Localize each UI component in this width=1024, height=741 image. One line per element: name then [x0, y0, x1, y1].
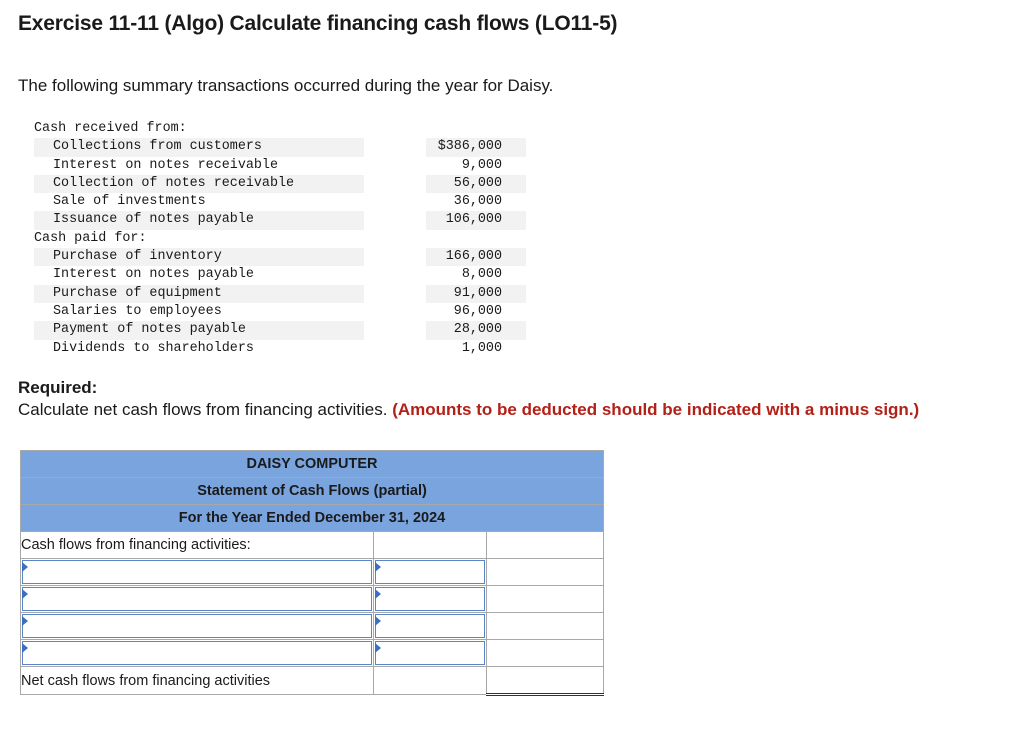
total-row — [21, 667, 604, 695]
transactions-list — [34, 120, 526, 358]
input-row — [21, 613, 604, 640]
header-row — [21, 505, 604, 532]
total-value — [487, 667, 604, 695]
received-header-row — [34, 120, 526, 138]
dropdown-marker-icon — [22, 589, 28, 599]
transaction-amount: 96,000 — [453, 303, 502, 319]
transaction-label: Interest on notes payable — [53, 267, 254, 283]
exercise-title: Exercise 11-11 (Algo) Calculate financing cash flows (LO11-5) — [18, 12, 618, 35]
section-label: Cash flows from financing activities: — [21, 532, 374, 559]
transaction-label: Sale of investments — [53, 194, 206, 210]
input-marker-icon — [375, 589, 381, 599]
transaction-label: Collection of notes receivable — [34, 175, 364, 193]
empty-cell — [487, 559, 604, 586]
input-marker-icon — [375, 562, 381, 572]
statement-name: Statement of Cash Flows (partial) — [21, 478, 604, 505]
transaction-row — [34, 157, 526, 175]
activity-amount-input[interactable] — [375, 614, 485, 638]
empty-cell — [374, 667, 487, 695]
header-row — [21, 478, 604, 505]
dropdown-marker-icon — [22, 562, 28, 572]
empty-cell — [487, 640, 604, 667]
transaction-row — [34, 138, 526, 156]
transaction-label: Collections from customers — [34, 138, 364, 156]
activity-label-input[interactable] — [22, 614, 372, 638]
transaction-amount: 1,000 — [461, 340, 502, 356]
required-block — [18, 377, 919, 421]
transaction-row — [34, 321, 526, 339]
transaction-label: Payment of notes payable — [34, 321, 364, 339]
activity-label-input[interactable] — [22, 560, 372, 584]
transaction-amount: 9,000 — [461, 157, 502, 173]
transaction-row — [34, 175, 526, 193]
transaction-row — [34, 211, 526, 229]
company-name: DAISY COMPUTER — [21, 451, 604, 478]
required-text: Calculate net cash flows from financing activities. — [18, 400, 388, 419]
activity-amount-input[interactable] — [375, 587, 485, 611]
transaction-row — [34, 303, 526, 321]
transaction-row — [34, 266, 526, 284]
activity-label-input[interactable] — [22, 587, 372, 611]
transaction-row — [34, 285, 526, 303]
dropdown-marker-icon — [22, 616, 28, 626]
total-label: Net cash flows from financing activities — [21, 667, 374, 695]
input-marker-icon — [375, 616, 381, 626]
required-heading: Required: — [18, 378, 98, 397]
input-row — [21, 640, 604, 667]
transaction-label: Issuance of notes payable — [34, 211, 364, 229]
transaction-amount: 36,000 — [453, 194, 502, 210]
transaction-row — [34, 193, 526, 211]
received-header: Cash received from: — [34, 121, 187, 136]
transaction-amount: 166,000 — [426, 248, 526, 266]
input-row — [21, 586, 604, 613]
transaction-amount: $386,000 — [426, 138, 526, 156]
transaction-amount: 56,000 — [426, 175, 526, 193]
transaction-label: Purchase of inventory — [34, 248, 364, 266]
transaction-label: Purchase of equipment — [34, 285, 364, 303]
empty-cell — [374, 532, 487, 559]
transaction-label: Dividends to shareholders — [53, 340, 254, 356]
activity-amount-input[interactable] — [375, 641, 485, 665]
header-row — [21, 451, 604, 478]
activity-amount-input[interactable] — [375, 560, 485, 584]
activity-label-input[interactable] — [22, 641, 372, 665]
empty-cell — [487, 532, 604, 559]
required-note: (Amounts to be deducted should be indicated with a minus sign.) — [392, 400, 920, 419]
transaction-row — [34, 340, 526, 358]
transaction-label: Interest on notes receivable — [53, 157, 278, 173]
input-row — [21, 559, 604, 586]
paid-header: Cash paid for: — [34, 230, 147, 246]
intro-text: The following summary transactions occurred during the year for Daisy. — [18, 76, 554, 95]
transaction-amount: 91,000 — [426, 285, 526, 303]
transaction-label: Salaries to employees — [53, 303, 222, 319]
paid-header-row — [34, 230, 526, 248]
input-marker-icon — [375, 643, 381, 653]
section-row — [21, 532, 604, 559]
transaction-amount: 8,000 — [461, 267, 502, 283]
empty-cell — [487, 586, 604, 613]
empty-cell — [487, 613, 604, 640]
transaction-row — [34, 248, 526, 266]
dropdown-marker-icon — [22, 643, 28, 653]
cash-flow-statement-table — [20, 450, 604, 696]
transaction-amount: 28,000 — [426, 321, 526, 339]
transaction-amount: 106,000 — [426, 211, 526, 229]
statement-period: For the Year Ended December 31, 2024 — [21, 505, 604, 532]
